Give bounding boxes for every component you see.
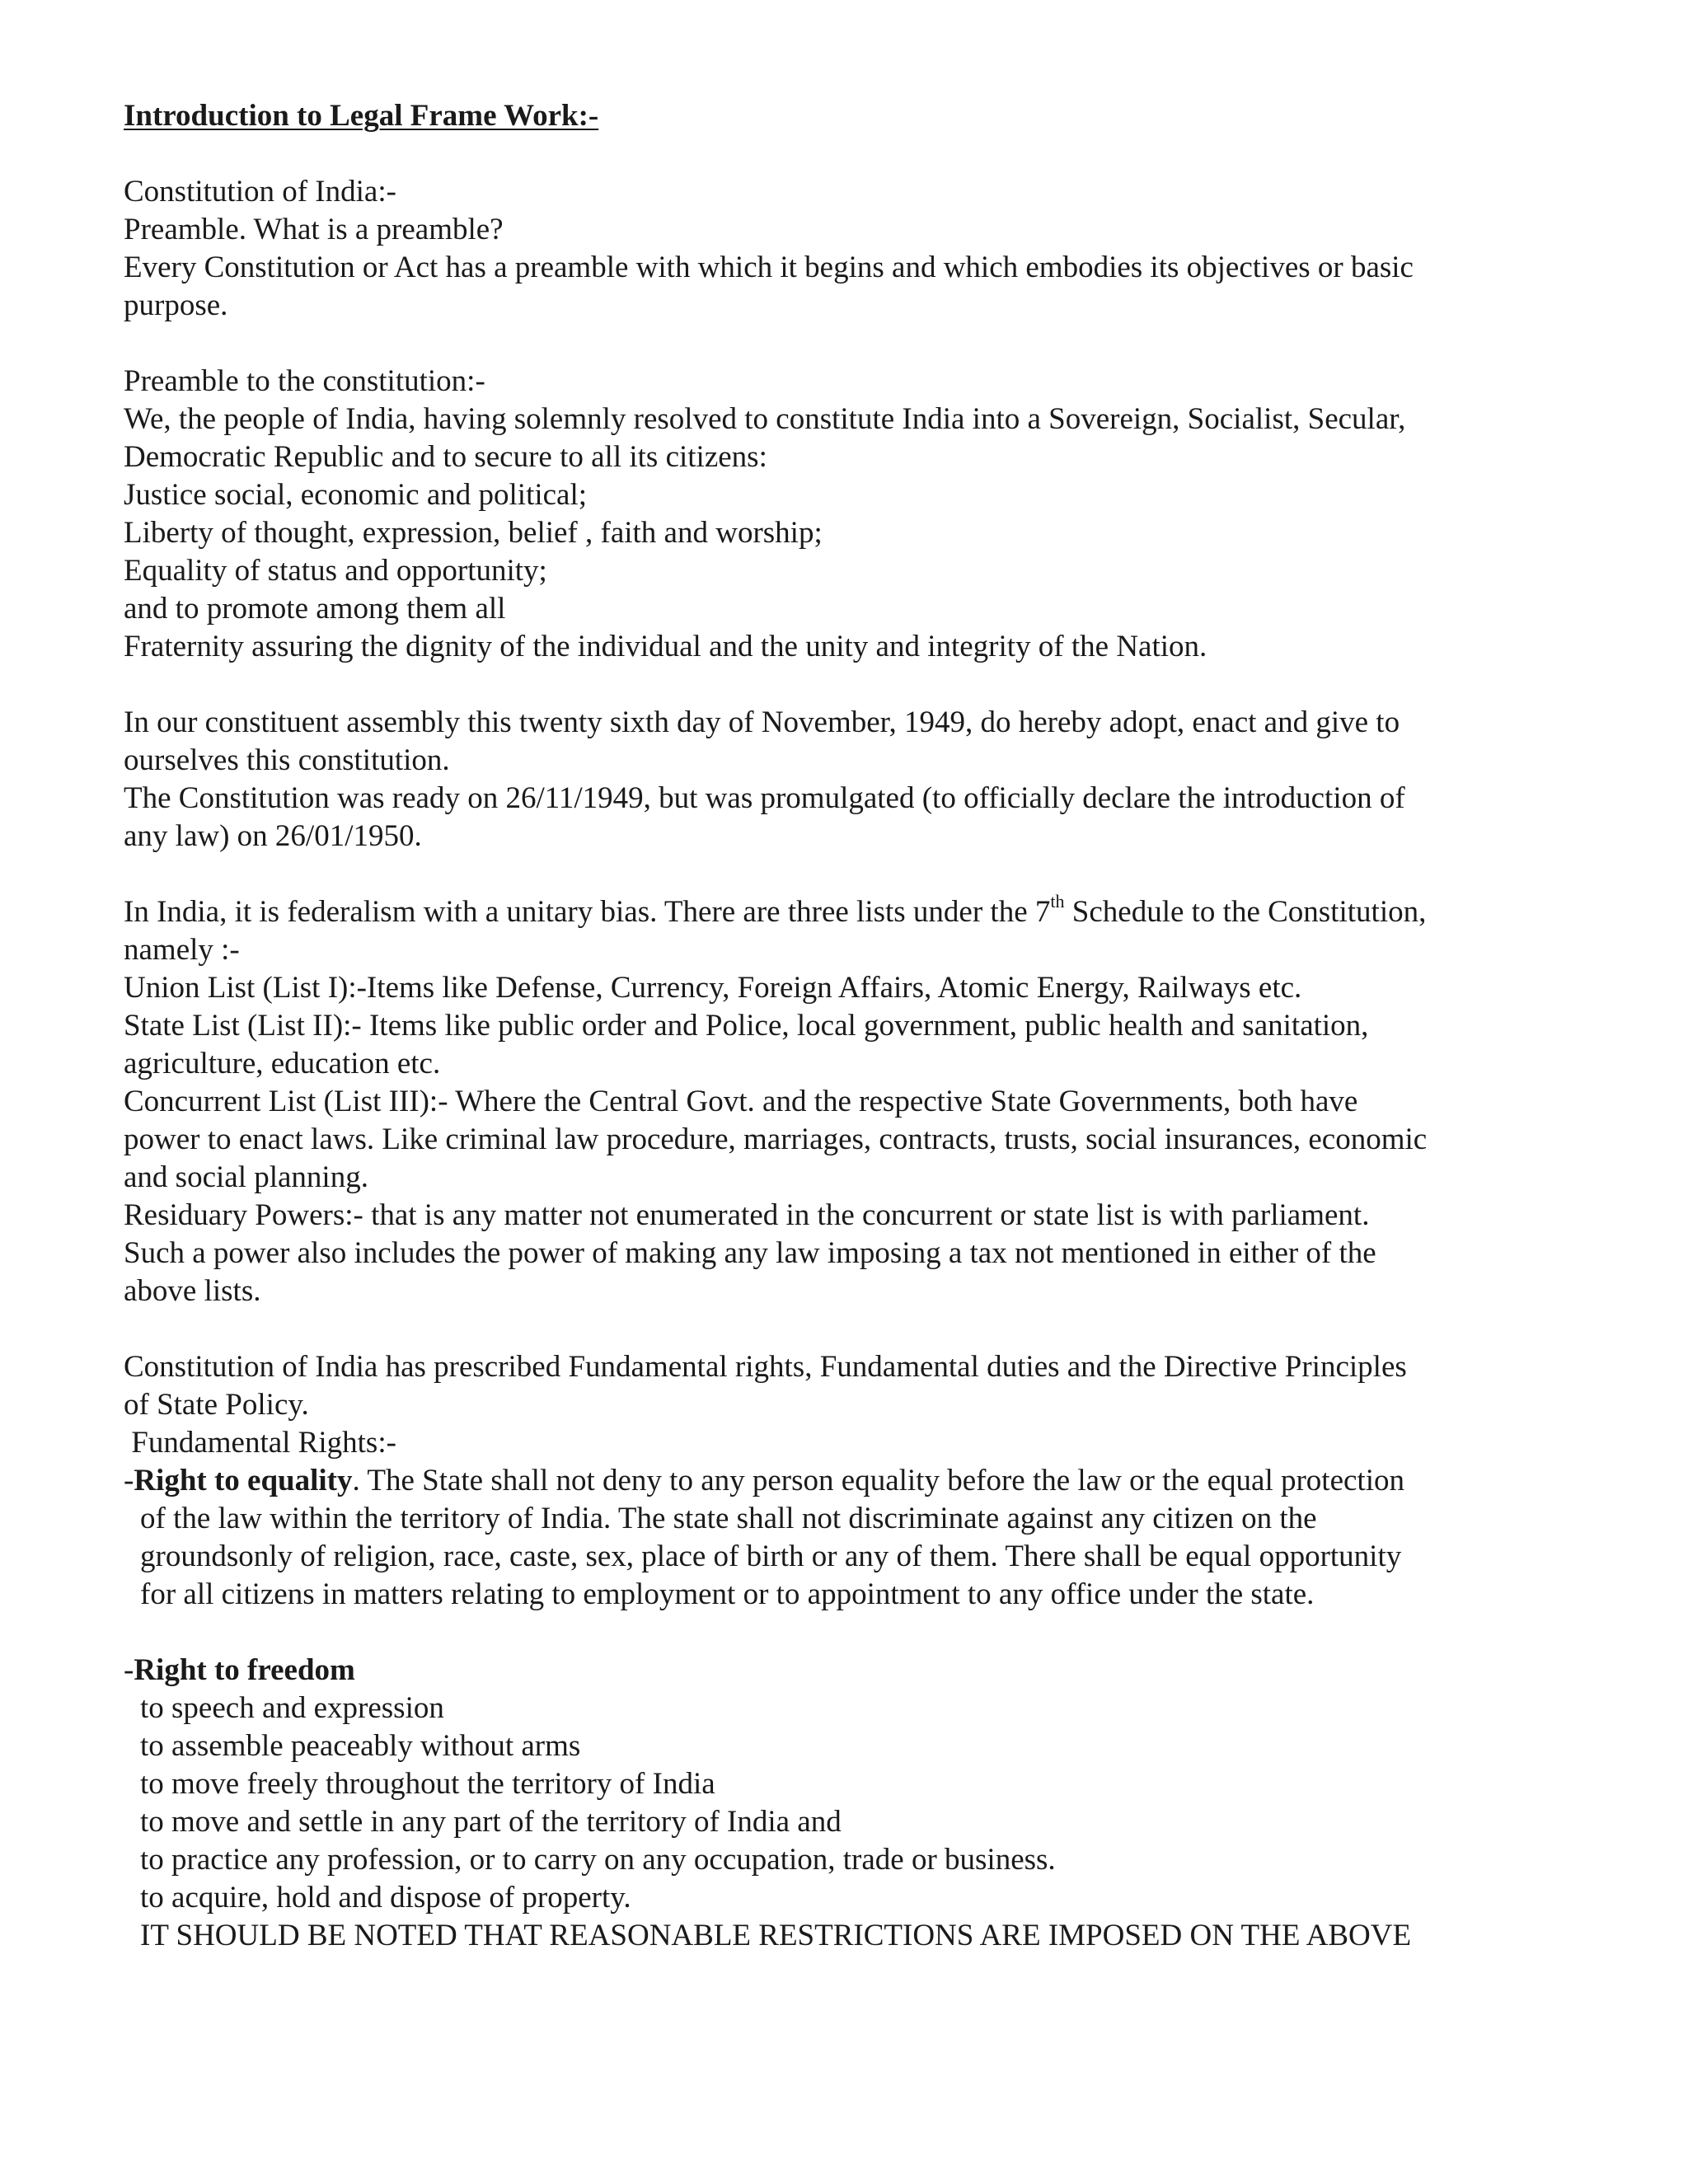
- right-to-equality-line: groundsonly of religion, race, caste, sex, place of birth or any of them. There shall be equal opportunity: [140, 1540, 1402, 1573]
- list-line: and social planning.: [124, 1160, 368, 1194]
- right-to-equality-line: of the law within the territory of India. The state shall not discriminate against any citizen on the: [140, 1502, 1317, 1535]
- adoption-line: In our constituent assembly this twenty sixth day of November, 1949, do hereby adopt, enact and give to: [124, 705, 1400, 739]
- freedom-item: to acquire, hold and dispose of property.: [140, 1881, 631, 1915]
- freedom-restrictions-note: IT SHOULD BE NOTED THAT REASONABLE RESTRICTIONS ARE IMPOSED ON THE ABOVE: [140, 1919, 1412, 1952]
- ordinal-suffix: th: [1050, 890, 1065, 912]
- preamble-definition-line: Every Constitution or Act has a preamble with which it begins and which embodies its objectives or basic: [124, 251, 1414, 284]
- spacer: [124, 325, 1582, 363]
- preamble-heading: Preamble to the constitution:-: [124, 364, 485, 398]
- spacer: [124, 666, 1582, 704]
- adoption-section: [124, 704, 1582, 855]
- rights-intro-section: [124, 1348, 1582, 1462]
- freedom-item: to speech and expression: [140, 1691, 444, 1725]
- list-line: Such a power also includes the power of making any law imposing a tax not mentioned in either of the: [124, 1236, 1376, 1270]
- preamble-definition-line: purpose.: [124, 288, 228, 322]
- freedom-item: to move and settle in any part of the territory of India and: [140, 1805, 842, 1839]
- list-line: Concurrent List (List III):- Where the Central Govt. and the respective State Governments, both have: [124, 1085, 1358, 1118]
- adoption-line: ourselves this constitution.: [124, 743, 450, 777]
- preamble-line: and to promote among them all: [124, 592, 506, 626]
- list-line: above lists.: [124, 1274, 261, 1308]
- preamble-line: We, the people of India, having solemnly resolved to constitute India into a Sovereign, Socialist, Secular,: [124, 402, 1406, 436]
- document-page: [124, 97, 1582, 1955]
- preamble-line: Equality of status and opportunity;: [124, 554, 547, 588]
- spacer: [124, 1310, 1582, 1348]
- right-to-equality-section: [124, 1462, 1582, 1614]
- list-line: power to enact laws. Like criminal law procedure, marriages, contracts, trusts, social insurances, economic: [124, 1122, 1428, 1156]
- list-line: State List (List II):- Items like public order and Police, local government, public health and sanitation,: [124, 1009, 1369, 1043]
- document-title: Introduction to Legal Frame Work:-: [124, 99, 599, 133]
- list-line: agriculture, education etc.: [124, 1047, 441, 1080]
- bullet-dash: -: [124, 1464, 134, 1497]
- constitution-section: [124, 173, 1582, 325]
- right-to-freedom-section: [124, 1652, 1582, 1955]
- preamble-question: Preamble. What is a preamble?: [124, 213, 504, 246]
- preamble-line: Democratic Republic and to secure to all its citizens:: [124, 440, 767, 474]
- fundamental-rights-heading: Fundamental Rights:-: [124, 1426, 396, 1460]
- rights-intro-line: Constitution of India has prescribed Fundamental rights, Fundamental duties and the Directive Principles: [124, 1350, 1407, 1384]
- right-to-freedom-heading: [124, 1652, 1582, 1690]
- freedom-item: to assemble peaceably without arms: [140, 1729, 581, 1763]
- freedom-item: to practice any profession, or to carry on any occupation, trade or business.: [140, 1843, 1056, 1877]
- list-line: Union List (List I):-Items like Defense, Currency, Foreign Affairs, Atomic Energy, Railways etc.: [124, 971, 1302, 1005]
- adoption-line: The Constitution was ready on 26/11/1949, but was promulgated (to officially declare the introduction of: [124, 781, 1405, 815]
- adoption-line: any law) on 26/01/1950.: [124, 819, 422, 853]
- federalism-intro: [124, 890, 1582, 931]
- federalism-intro-cont: namely :-: [124, 933, 240, 967]
- right-to-equality-text: . The State shall not deny to any person equality before the law or the equal protection: [352, 1464, 1404, 1497]
- spacer: [124, 1614, 1582, 1652]
- rights-intro-line: of State Policy.: [124, 1388, 309, 1422]
- right-to-equality-first-line: [124, 1462, 1582, 1500]
- preamble-line: Justice social, economic and political;: [124, 478, 588, 512]
- right-to-freedom-label: Right to freedom: [134, 1653, 355, 1687]
- freedom-item: to move freely throughout the territory of India: [140, 1767, 715, 1801]
- spacer: [124, 135, 1582, 173]
- federalism-intro-text: Schedule to the Constitution,: [1064, 895, 1427, 929]
- right-to-equality-line: for all citizens in matters relating to employment or to appointment to any office under the state.: [140, 1577, 1315, 1611]
- preamble-section: [124, 363, 1582, 666]
- constitution-heading: Constitution of India:-: [124, 175, 396, 209]
- federalism-section: [124, 890, 1582, 1310]
- preamble-line: Liberty of thought, expression, belief , faith and worship;: [124, 516, 823, 550]
- federalism-intro-text: In India, it is federalism with a unitary bias. There are three lists under the 7: [124, 895, 1051, 929]
- right-to-equality-label: Right to equality: [134, 1464, 353, 1497]
- spacer: [124, 855, 1582, 893]
- preamble-line: Fraternity assuring the dignity of the individual and the unity and integrity of the Nation.: [124, 630, 1207, 663]
- list-line: Residuary Powers:- that is any matter not enumerated in the concurrent or state list is with parliament.: [124, 1198, 1370, 1232]
- bullet-dash: -: [124, 1653, 134, 1687]
